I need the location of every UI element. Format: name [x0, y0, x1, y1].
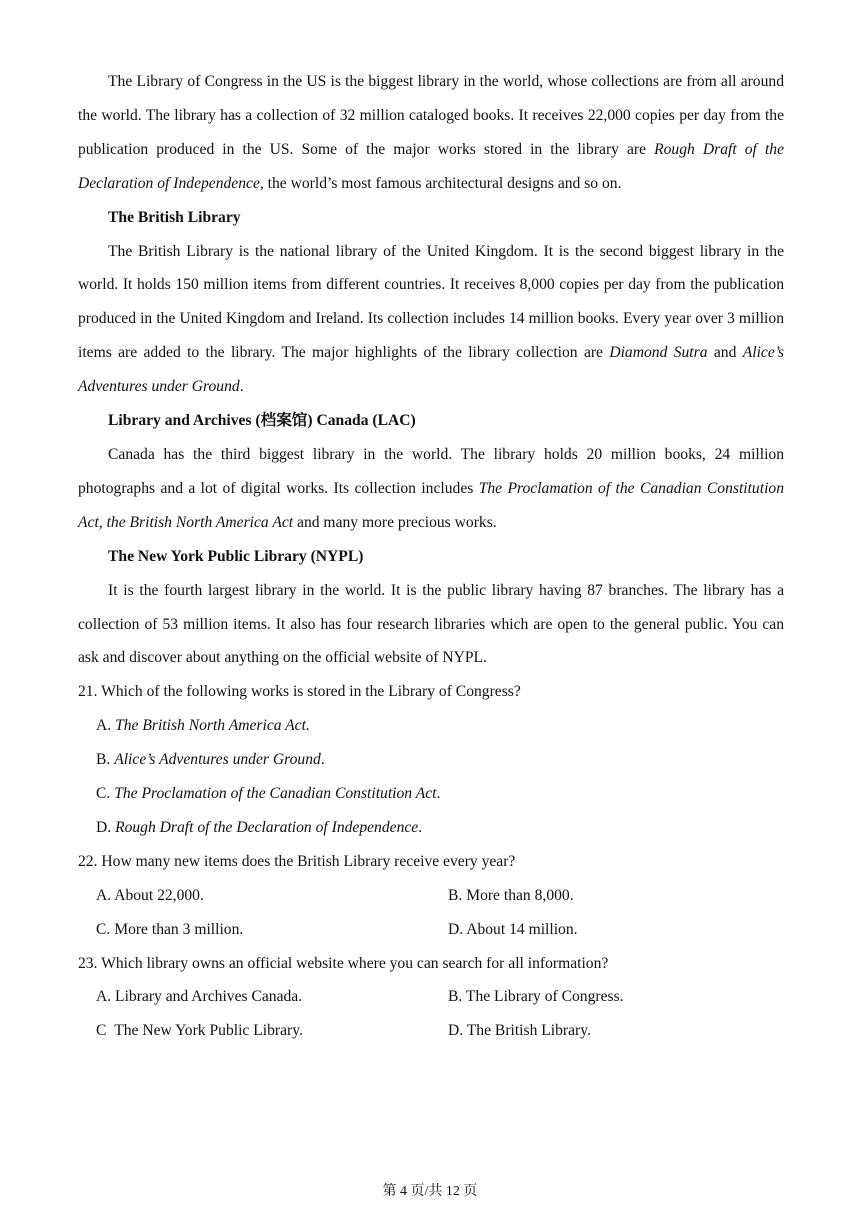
question-23-option-c: C The New York Public Library. [96, 1022, 303, 1040]
option-text: Rough Draft of the Declaration of Independence [115, 818, 419, 836]
question-22-stem: 22. How many new items does the British Library receive every year? [78, 852, 516, 870]
paragraph-text: and [707, 344, 743, 362]
paragraph-text: Canada has the third biggest library in the world. The library holds 20 million books, 24 million photographs and a lot of digital works. Its collection includes [78, 445, 784, 497]
option-label: B. [96, 751, 115, 769]
option-label: D. [96, 818, 116, 836]
question-23-stem: 23. Which library owns an official website where you can search for all information? [78, 954, 609, 972]
paragraph-text: The British Library is the national library of the United Kingdom. It is the second biggest library in the world. It holds 150 million items from different countries. It receives 8,000 copies per day from the publication produced in the United Kingdom and Ireland. Its collection includes 14 million books. Every year over 3 million items are added to the library. The major highlights of the library collection are [78, 242, 784, 362]
question-23-options-row-1 [78, 980, 784, 1014]
library-of-congress-paragraph [78, 65, 784, 201]
question-23-option-d: D. The British Library. [448, 1022, 591, 1040]
paragraph-text: and many more precious works. [293, 513, 497, 531]
italic-title: the British North America Act [106, 513, 294, 531]
question-22-option-c: C. More than 3 million. [96, 920, 244, 938]
option-end: . [320, 751, 325, 769]
paragraph-text: The Library of Congress in the US is the biggest library in the world, whose collections are from all around the world. The library has a collection of 32 million cataloged books. It receives 22,000 copies per day from the publication produced in the US. Some of the major works stored in the library are [78, 73, 784, 158]
page-content [78, 65, 784, 1048]
british-library-heading: The British Library [108, 208, 241, 226]
question-21-option-b [78, 743, 784, 777]
nypl-heading: The New York Public Library (NYPL) [108, 547, 364, 565]
british-library-paragraph [78, 235, 784, 405]
option-label: C. [96, 785, 115, 803]
option-end: . [436, 785, 441, 803]
question-22-option-b: B. More than 8,000. [448, 886, 574, 904]
question-23-option-a: A. Library and Archives Canada. [96, 988, 303, 1006]
page-number-footer: 第 4 页/共 12 页 [382, 1184, 478, 1199]
option-text: The Proclamation of the Canadian Constitution Act [114, 785, 437, 803]
italic-title: Diamond Sutra [609, 344, 708, 362]
question-22-options-row-1 [78, 879, 784, 913]
question-22-option-a: A. About 22,000. [96, 886, 204, 904]
paragraph-text: , the world’s most famous architectural designs and so on. [259, 174, 622, 192]
option-end: . [418, 818, 423, 836]
question-22-options-row-2 [78, 913, 784, 947]
question-23-options-row-2 [78, 1014, 784, 1048]
italic-title: Alice’s Adventures under Ground [78, 344, 785, 396]
option-text: Alice’s Adventures under Ground [114, 751, 321, 769]
question-23-option-b: B. The Library of Congress. [448, 988, 624, 1006]
lac-heading: Library and Archives (档案馆) Canada (LAC) [108, 412, 416, 430]
question-21-option-c [78, 777, 784, 811]
question-22-option-d: D. About 14 million. [448, 920, 578, 938]
paragraph-text: . [239, 378, 244, 396]
question-21-option-d [78, 811, 784, 845]
lac-paragraph [78, 438, 784, 540]
option-text: The British North America Act. [115, 717, 310, 735]
italic-title: Rough Draft of the Declaration of Independence [78, 140, 784, 192]
option-label: A. [96, 717, 116, 735]
italic-title: The Proclamation of the Canadian Constitution Act [78, 479, 784, 531]
question-21-stem: 21. Which of the following works is stored in the Library of Congress? [78, 683, 521, 701]
question-21-option-a [78, 709, 784, 743]
paragraph-text: , [98, 513, 107, 531]
nypl-paragraph: It is the fourth largest library in the world. It is the public library having 87 branches. The library has a collection of 53 million items. It also has four research libraries which are open to the general public. You can ask and discover about anything on the official website of NYPL. [78, 581, 784, 667]
